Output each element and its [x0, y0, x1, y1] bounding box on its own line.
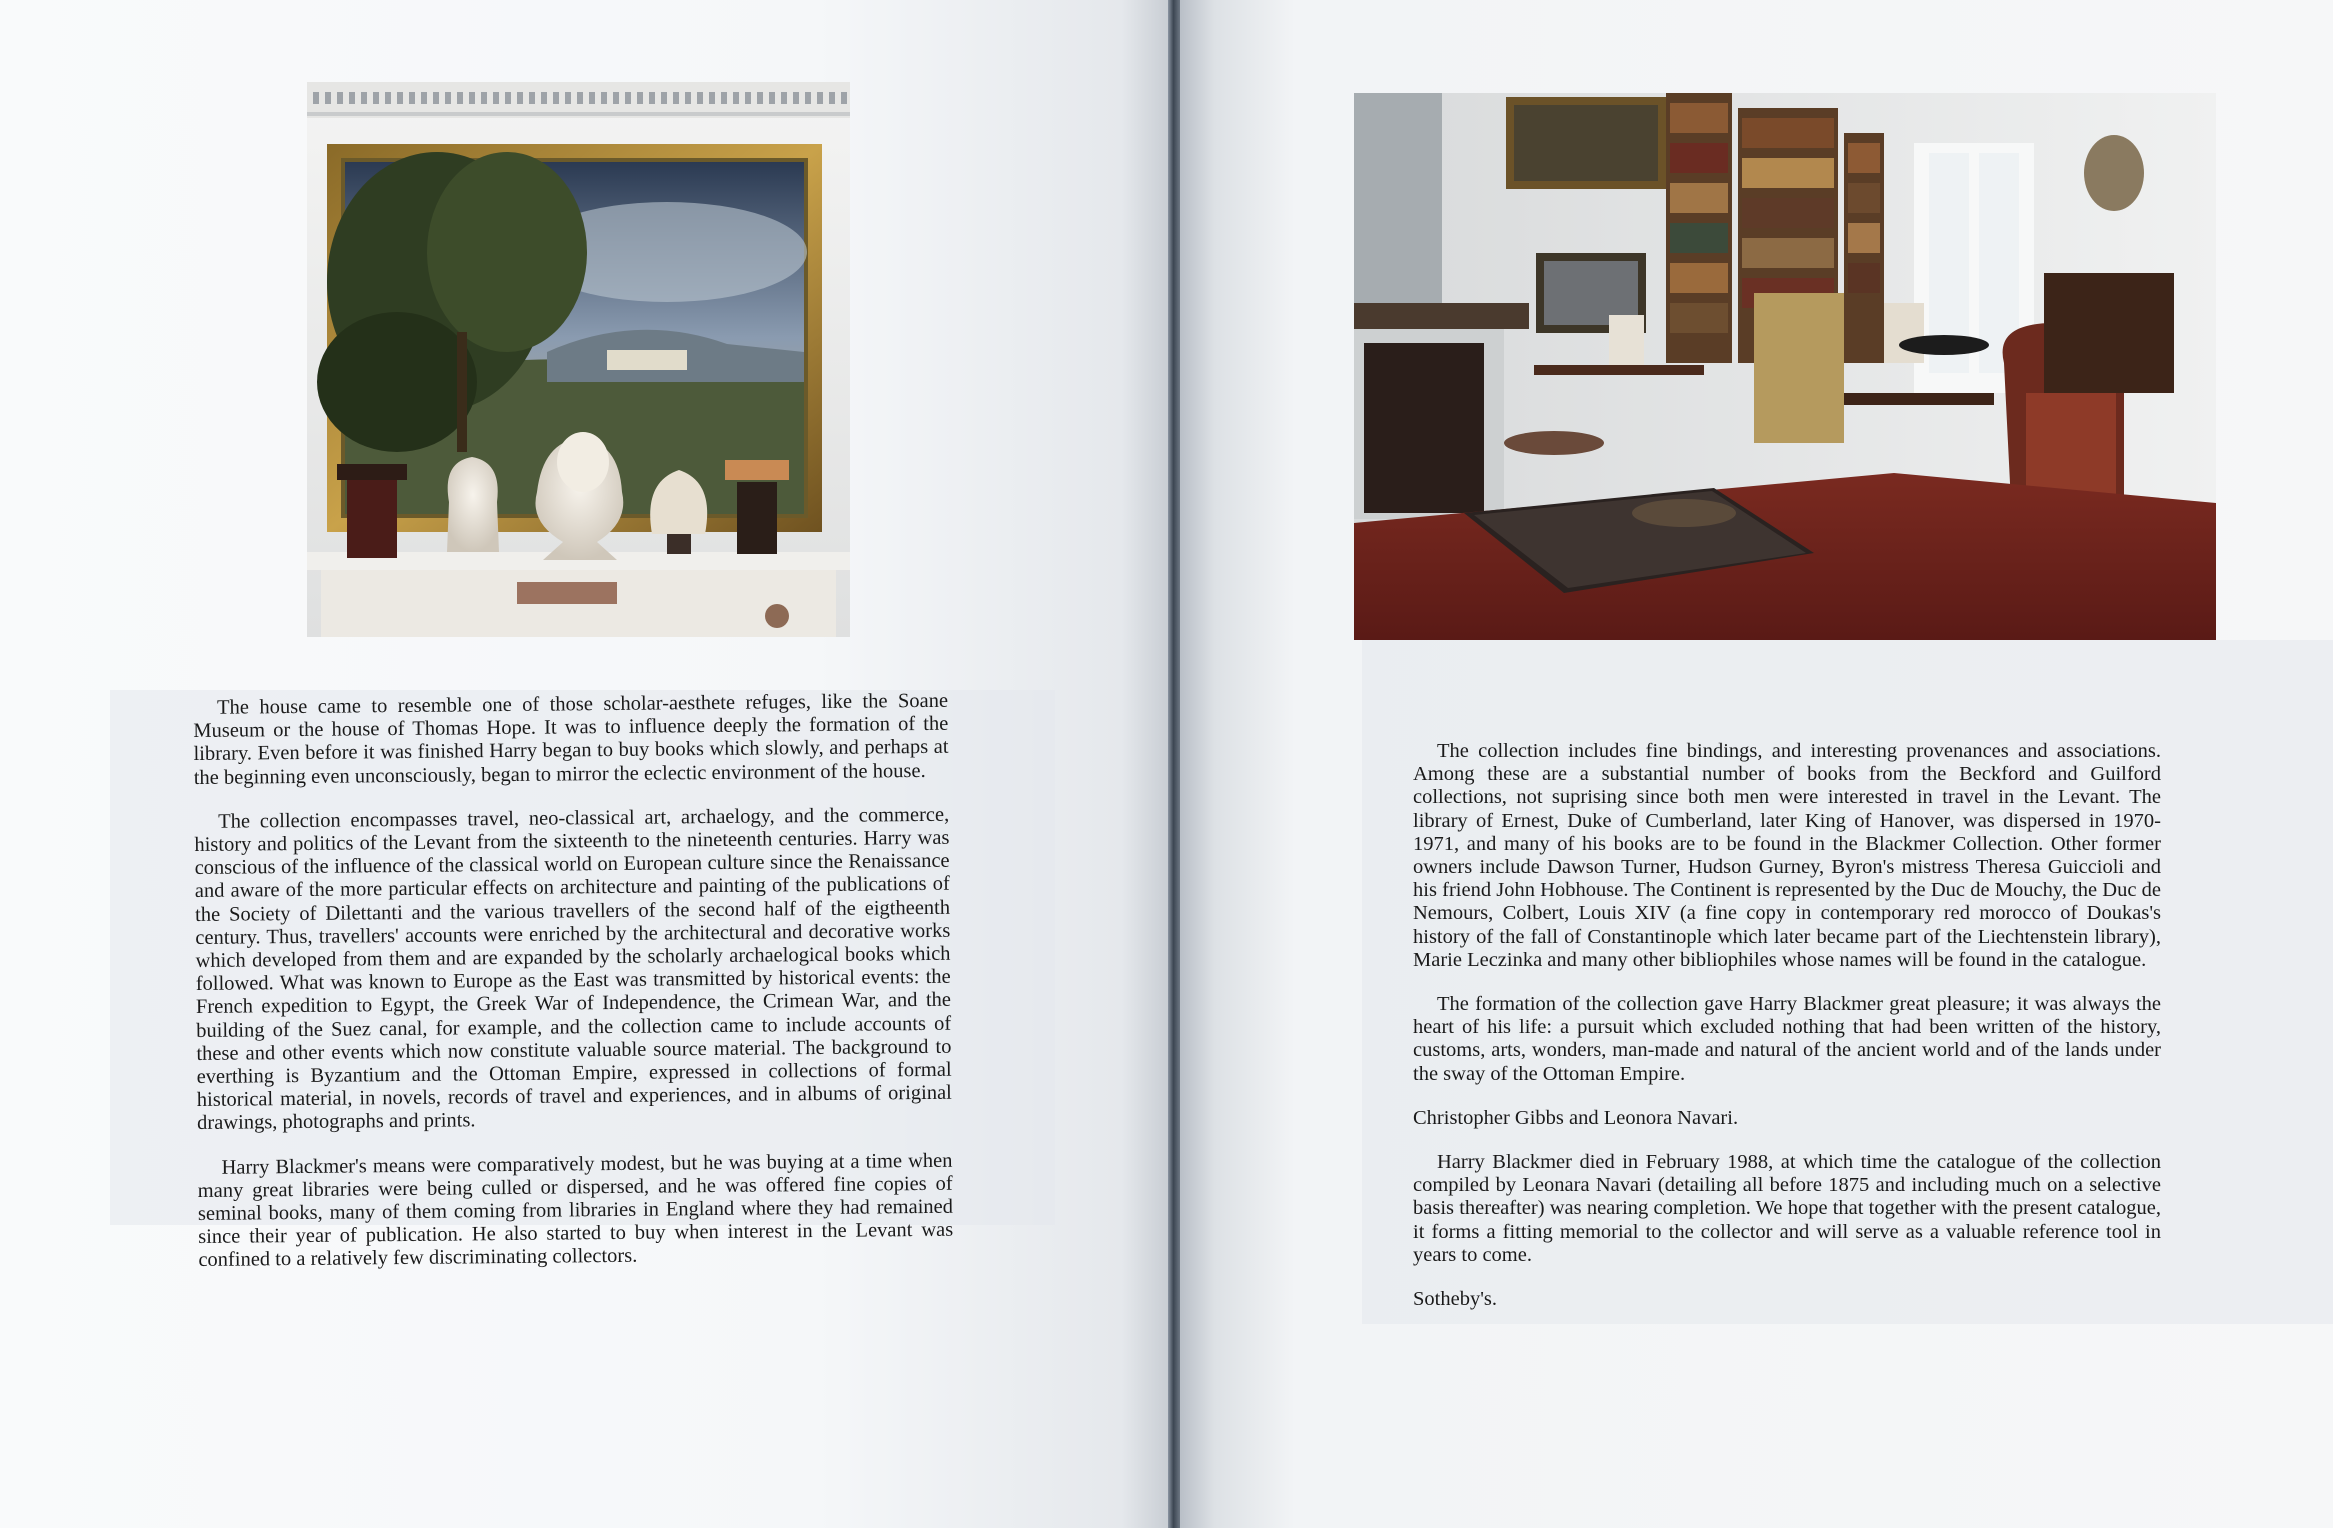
left-text-column	[193, 690, 954, 1294]
library-interior-image	[1354, 93, 2216, 640]
left-photo-mantelpiece	[307, 82, 850, 637]
book-gutter	[1168, 0, 1180, 1528]
right-paragraph-1: The collection includes fine bindings, and interesting provenances and associations. Among these are a substantial number of books from the Beckford and Guilford collections, not suprising since both men were interested in travel in the Levant. The library of Ernest, Duke of Cumberland, later King of Hanover, was dispersed in 1970-1971, and many of his books are to be found in the Blackmer Collection. Other former owners include Dawson Turner, Hudson Gurney, Byron's mistress Theresa Guiccioli and his friend John Hobhouse. The Continent is represented by the Duc de Mouchy, the Duc de Nemours, Colbert, Louis XIV (a fine copy in contemporary red morocco of Doukas's history of the fall of Constantinople which later became part of the Liechtenstein library), Marie Leczinka and many other bibliophiles whose names will be found in the catalogue.	[1413, 740, 2161, 971]
mantelpiece-painting-image	[307, 82, 850, 637]
left-paragraph-2: The collection encompasses travel, neo-classical art, archaelogy, and the commerce, history and politics of the Levant from the sixteenth to the nineteenth centuries. Harry was conscious of the influence of the classical world on European culture since the Renaissance and aware of the more particular effects on architecture and painting of the publications of the Society of Dilettanti and the various travellers of the second half of the eigtheenth century. Thus, travellers' accounts were enriched by the architectural and decorative works which developed from them and are expanded by the scholarly archaelogical books which followed. What was known to Europe as the East was transmitted by historical events: the French expedition to Egypt, the Greek War of Independence, the Crimean War, and the building of the Suez canal, for example, and the collection came to include accounts of these and other events which now constitute valuable source material. The background to everthing is Byzantium and the Ottoman Empire, expressed in collections of formal historical material, in novels, records of travel and experiences, and in albums of original drawings, photographs and prints.	[194, 803, 952, 1135]
left-paragraph-1: The house came to resemble one of those scholar-aesthete refuges, like the Soane Museum or the house of Thomas Hope. It was to influence deeply the formation of the library. Even before it was finished Harry began to buy books which slowly, and perhaps at the beginning even unconsciously, began to mirror the eclectic environment of the house.	[193, 689, 949, 789]
left-paragraph-3: Harry Blackmer's means were comparatively modest, but he was buying at a time when many great libraries were being culled or dispersed, and he was offered fine copies of seminal books, many of them coming from libraries in England where they had remained since their year of publication. He also started to buy when interest in the Levant was confined to a relatively few discriminating collectors.	[197, 1149, 954, 1272]
right-photo-library	[1354, 93, 2216, 640]
right-text-column	[1413, 740, 2161, 1332]
authors-signature: Christopher Gibbs and Leonora Navari.	[1413, 1106, 1739, 1129]
sothebys-signature: Sotheby's.	[1413, 1288, 1497, 1311]
right-paragraph-2: The formation of the collection gave Harry Blackmer great pleasure; it was always the heart of his life: a pursuit which excluded nothing that had been written of the history, customs, arts, wonders, man-made and natural of the ancient world and of the lands under the sway of the Ottoman Empire.	[1413, 993, 2161, 1085]
right-page	[1180, 0, 2333, 1528]
right-paragraph-closing: Harry Blackmer died in February 1988, at which time the catalogue of the collection compiled by Leonara Navari (detailing all before 1875 and including much on a selective basis thereafter) was nearing completion. We hope that together with the present catalogue, it forms a fitting memorial to the collector and will serve as a valuable reference tool in years to come.	[1413, 1151, 2161, 1266]
